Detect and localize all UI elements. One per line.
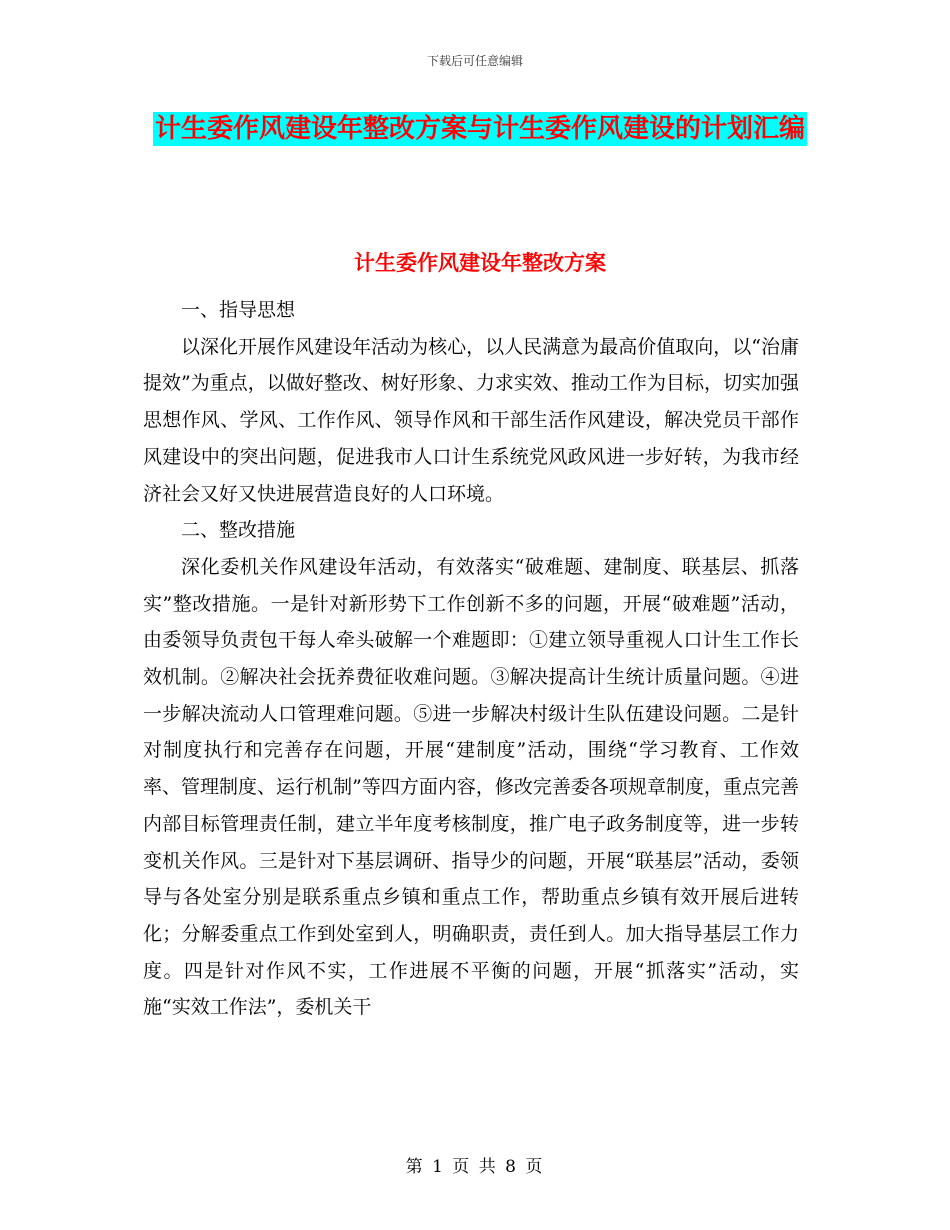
paragraph-guiding-ideology: 以深化开展作风建设年活动为核心，以人民满意为最高价值取向，以“治庸提效”为重点，以做好整改、树好形象、力求实效、推动工作为目标，切实加强思想作风、学风、工作作风、领导作风和干部生活作风建设，解决党员干部作风建设中的突出问题，促进我市人口计生系统党风政风进一步好转，为我市经济社会又好又快进展营造良好的人口环境。 (143, 335, 799, 505)
document-title (140, 108, 820, 151)
heading-rectification-measures: 二、整改措施 (181, 519, 296, 542)
header-note: 下载后可任意编辑 (426, 54, 523, 68)
document-title-text: 计生委作风建设年整改方案与计生委作风建设的计划汇编 (154, 114, 805, 144)
section-title: 计生委作风建设年整改方案 (354, 251, 606, 275)
paragraph-rectification-measures: 深化委机关作风建设年活动，有效落实“破难题、建制度、联基层、抓落实”整改措施。一是针对新形势下工作创新不多的问题，开展“破难题”活动，由委领导负责包干每人牵头破解一个难题即：①建立领导重视人口计生工作长效机制。②解决社会抚养费征收难问题。③解决提高计生统计质量问题。④进一步解决流动人口管理难问题。⑤进一步解决村级计生队伍建设问题。二是针对制度执行和完善存在问题，开展“建制度”活动，围绕“学习教育、工作效率、管理制度、运行机制”等四方面内容，修改完善委各项规章制度，重点完善内部目标管理责任制，建立半年度考核制度，推广电子政务制度等，进一步转变机关作风。三是针对下基层调研、指导少的问题，开展“联基层”活动，委领导与各处室分别是联系重点乡镇和重点工作，帮助重点乡镇有效开展后进转化；分解委重点工作到处室到人，明确职责，责任到人。加大指导基层工作力度。四是针对作风不实，工作进展不平衡的问题，开展“抓落实”活动，实施“实效工作法”，委机关干 (143, 555, 799, 1019)
heading-guiding-ideology: 一、指导思想 (181, 299, 296, 321)
page-footer: 第 1 页 共 8 页 (405, 1157, 545, 1177)
document-body (143, 292, 799, 1026)
